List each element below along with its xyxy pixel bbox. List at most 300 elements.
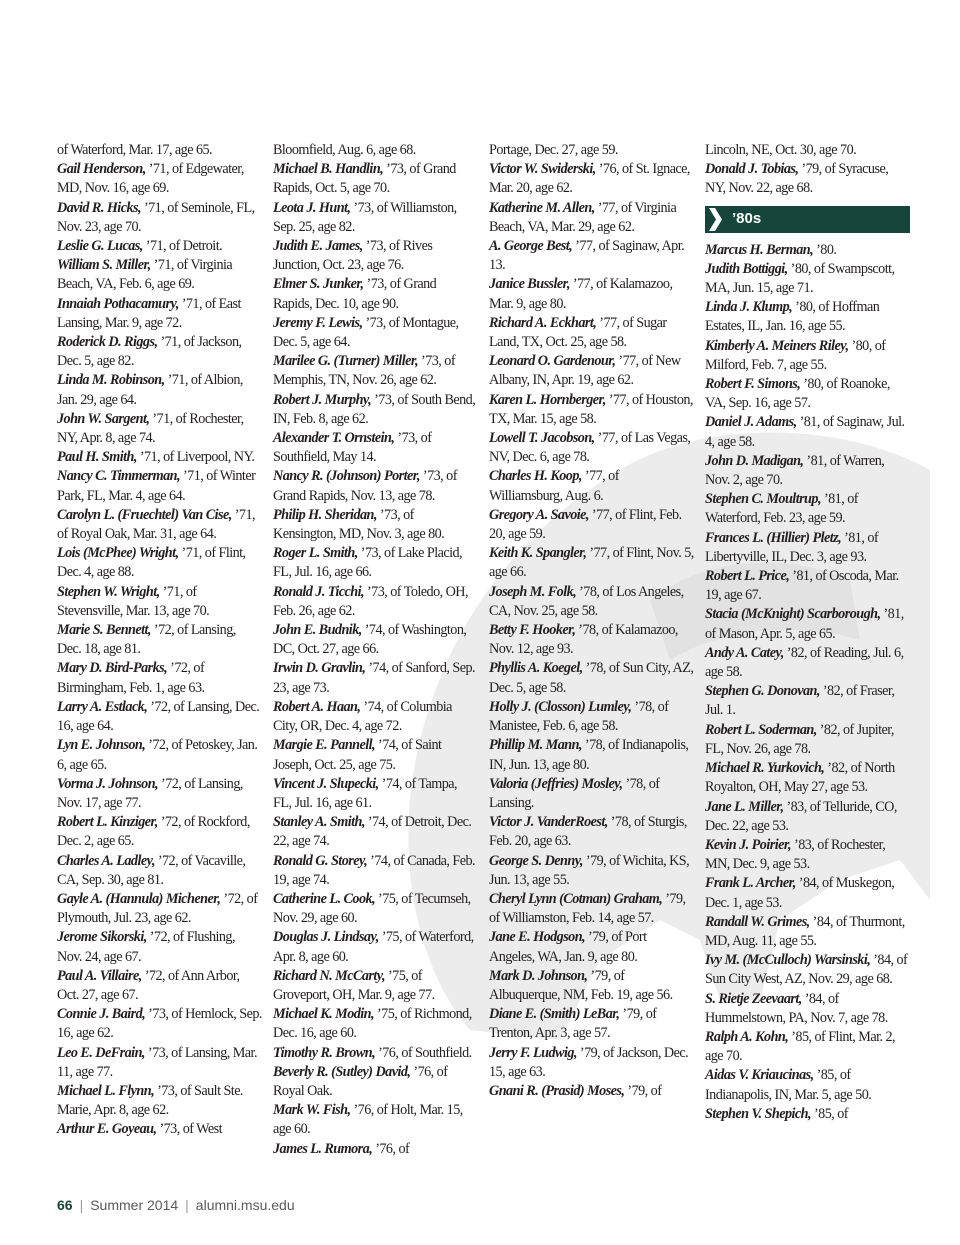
entry-details: ’73, of Grand Rapids, Dec. 10, age 90.	[273, 276, 437, 312]
alumni-name: Charles H. Koop,	[489, 468, 582, 485]
alumni-name: Robert L. Price,	[705, 568, 790, 585]
entry-details: ’73, of Grand Rapids, Nov. 13, age 78.	[273, 468, 457, 504]
obituary-entry	[489, 506, 694, 544]
entry-details: ’81, of Mason, Apr. 5, age 65.	[705, 606, 904, 642]
entry-details: ’82, of Jupiter, FL, Nov. 26, age 78.	[705, 721, 894, 757]
alumni-name: S. Rietje Zeevaart,	[705, 990, 802, 1007]
obituary-entry	[705, 529, 910, 567]
page-number: 66	[57, 1197, 73, 1213]
obituary-entry	[273, 698, 478, 736]
entry-details: ’81, of Oscoda, Mar. 19, age 67.	[705, 568, 899, 604]
alumni-name: Valoria (Jeffries) Mosley,	[489, 775, 623, 792]
obituary-entry	[57, 813, 262, 851]
obituary-entry	[705, 990, 910, 1028]
obituary-entry	[273, 621, 478, 659]
alumni-name: Robert L. Soderman,	[705, 721, 817, 738]
alumni-name: Robert L. Kinziger,	[57, 814, 158, 831]
alumni-name: Gregory A. Savoie,	[489, 506, 589, 523]
obituary-entry	[273, 813, 478, 851]
entry-details: ’72, of Lansing, Dec. 18, age 81.	[57, 622, 236, 658]
entry-details: ’79, of Jackson, Dec. 15, age 63.	[489, 1044, 689, 1080]
alumni-name: Aidas V. Kriaucinas,	[705, 1067, 814, 1084]
obituary-entry	[273, 237, 478, 275]
alumni-name: Catherine L. Cook,	[273, 890, 376, 907]
obituary-entry	[705, 1028, 910, 1066]
entry-details: ’78, of Manistee, Feb. 6, age 58.	[489, 698, 669, 735]
obituary-entry	[57, 659, 262, 697]
obituary-entry	[489, 736, 694, 774]
obituary-entry	[705, 798, 910, 836]
column-3	[489, 141, 694, 1101]
alumni-name: Leo E. DeFrain,	[57, 1044, 145, 1061]
entry-details: ’81, of Waterford, Feb. 23, age 59.	[705, 491, 858, 527]
entry-details: ’78, of Lansing.	[489, 775, 660, 811]
alumni-name: Jane E. Hodgson,	[489, 929, 586, 946]
alumni-name: Frances L. (Hillier) Pletz,	[705, 529, 842, 546]
alumni-name: Vorma J. Johnson,	[57, 775, 159, 792]
obituary-entry	[57, 698, 262, 736]
obituary-entry	[489, 775, 694, 813]
obituary-entry	[273, 544, 478, 582]
alumni-name: Katherine M. Allen,	[489, 199, 595, 216]
chevron-right-icon	[708, 208, 722, 231]
alumni-name: Ronald J. Ticchi,	[273, 583, 365, 600]
entry-details: ’75, of Groveport, OH, Mar. 9, age 77.	[273, 967, 435, 1003]
obituary-entry	[489, 391, 694, 429]
entry-details: ’77, of Williamsburg, Aug. 6.	[489, 468, 619, 504]
obituary-entry	[57, 141, 262, 160]
obituary-entry	[57, 890, 262, 928]
alumni-name: Robert A. Haan,	[273, 698, 361, 715]
alumni-name: Judith E. James,	[273, 238, 363, 255]
obituary-entry	[489, 199, 694, 237]
alumni-name: Stanley A. Smith,	[273, 814, 365, 831]
obituary-entry	[57, 506, 262, 544]
column-1	[57, 141, 262, 1140]
entry-details: ’79, of Trenton, Apr. 3, age 57.	[489, 1006, 657, 1042]
alumni-name: Joseph M. Folk,	[489, 583, 577, 600]
obituary-entry	[273, 890, 478, 928]
alumni-name: Richard N. McCarty,	[273, 967, 385, 984]
alumni-name: Marcus H. Berman,	[705, 241, 814, 258]
entry-details: ’74, of Tampa, FL, Jul. 16, age 61.	[273, 775, 458, 811]
obituary-entry	[705, 413, 910, 451]
entry-details: ’79, of Port Angeles, WA, Jan. 9, age 80.	[489, 929, 647, 965]
obituary-entry	[705, 644, 910, 682]
entry-details: ’71, of Jackson, Dec. 5, age 82.	[57, 334, 242, 370]
obituary-entry	[705, 913, 910, 951]
entry-details: ’80, of Milford, Feb. 7, age 55.	[705, 337, 886, 373]
alumni-name: Philip H. Sheridan,	[273, 506, 377, 523]
entry-details: ’71, of Detroit.	[142, 238, 223, 255]
entry-details: ’76, of	[372, 1140, 410, 1157]
entry-details: ’74, of Columbia City, OR, Dec. 4, age 72.	[273, 698, 452, 735]
obituary-entry	[273, 391, 478, 429]
decade-heading	[705, 206, 910, 233]
entry-details: of Waterford, Mar. 17, age 65.	[57, 142, 213, 158]
alumni-name: Jeremy F. Lewis,	[273, 314, 363, 331]
entry-details: ’73, of Lansing, Mar. 11, age 77.	[57, 1044, 257, 1080]
obituary-entry	[57, 199, 262, 237]
alumni-name: Victor J. VanderRoest,	[489, 814, 608, 831]
entry-details: ’77, of Las Vegas, NV, Dec. 6, age 78.	[489, 430, 691, 466]
alumni-name: Stephen V. Shepich,	[705, 1105, 811, 1122]
obituary-entry	[273, 775, 478, 813]
obituary-entry	[489, 1082, 694, 1101]
entry-details: ’73, of Toledo, OH, Feb. 26, age 62.	[273, 583, 469, 619]
entry-details: ’77, of Flint, Nov. 5, age 66.	[489, 545, 694, 581]
entry-details: ’73, of Rives Junction, Oct. 23, age 76.	[273, 238, 433, 274]
obituary-entry	[273, 583, 478, 621]
entry-details: ’73, of Hemlock, Sep. 16, age 62.	[57, 1006, 262, 1042]
entry-details: ’77, of Saginaw, Apr. 13.	[489, 238, 685, 274]
alumni-name: Mark D. Johnson,	[489, 967, 588, 984]
entry-details: ’84, of Hummelstown, PA, Nov. 7, age 78.	[705, 990, 888, 1026]
obituary-entry	[273, 1005, 478, 1043]
obituary-entry	[705, 260, 910, 298]
alumni-name: Nancy C. Timmerman,	[57, 468, 181, 485]
obituary-entry	[273, 506, 478, 544]
entry-details: ’75, of Tecumseh, Nov. 29, age 60.	[273, 890, 471, 927]
entry-details: ’72, of Plymouth, Jul. 23, age 62.	[57, 890, 258, 927]
obituary-entry	[705, 337, 910, 375]
alumni-name: Roderick D. Riggs,	[57, 334, 158, 351]
alumni-name: Elmer S. Junker,	[273, 276, 364, 293]
obituary-entry	[705, 1105, 910, 1124]
alumni-name: Nancy R. (Johnson) Porter,	[273, 468, 420, 485]
alumni-name: Linda J. Klump,	[705, 299, 793, 316]
alumni-name: Linda M. Robinson,	[57, 372, 165, 389]
alumni-name: Victor W. Swiderski,	[489, 161, 596, 178]
obituary-entry	[57, 1120, 262, 1139]
entry-details: ’71, of East Lansing, Mar. 9, age 72.	[57, 295, 241, 331]
alumni-name: Ronald G. Storey,	[273, 852, 368, 869]
issue-label: Summer 2014	[90, 1197, 179, 1213]
obituary-entry	[489, 467, 694, 505]
alumni-name: Innaiah Pothacamury,	[57, 295, 179, 312]
column-2	[273, 141, 478, 1159]
alumni-name: Janice Bussler,	[489, 276, 570, 293]
alumni-name: John E. Budnik,	[273, 622, 362, 639]
obituary-entry	[705, 951, 910, 989]
obituary-entry	[705, 375, 910, 413]
obituary-entry	[705, 490, 910, 528]
site-link[interactable]: alumni.msu.edu	[195, 1197, 295, 1213]
alumni-name: Randall W. Grimes,	[705, 913, 810, 930]
obituary-entry	[57, 295, 262, 333]
alumni-name: David R. Hicks,	[57, 199, 141, 216]
obituary-entry	[57, 583, 262, 621]
entry-details: ’72, of Rockford, Dec. 2, age 65.	[57, 814, 250, 850]
entry-details: ’81, of Warren, Nov. 2, age 70.	[705, 452, 885, 489]
entry-details: ’77, of Kalamazoo, Mar. 9, age 80.	[489, 276, 673, 312]
obituary-entry	[705, 452, 910, 490]
alumni-name: Richard A. Eckhart,	[489, 314, 597, 331]
obituary-entry	[57, 852, 262, 890]
entry-details: ’75, of Waterford, Apr. 8, age 60.	[273, 929, 474, 965]
obituary-entry	[273, 1063, 478, 1101]
obituary-entry	[57, 467, 262, 505]
column-4-before	[705, 141, 910, 199]
alumni-name: John W. Sargent,	[57, 410, 150, 427]
entry-details: ’83, of Rochester, MN, Dec. 9, age 53.	[705, 836, 886, 873]
entry-details: ’73, of West	[156, 1121, 222, 1138]
alumni-name: Alexander T. Ornstein,	[273, 430, 395, 447]
alumni-name: Michael B. Handlin,	[273, 161, 384, 178]
obituary-entry	[489, 314, 694, 352]
obituary-entry	[489, 275, 694, 313]
alumni-name: Phillip M. Mann,	[489, 737, 582, 754]
alumni-name: Jerome Sikorski,	[57, 929, 147, 946]
alumni-name: Roger L. Smith,	[273, 545, 358, 562]
obituary-columns	[57, 141, 917, 1181]
entry-details: ’80.	[813, 241, 837, 258]
obituary-entry	[273, 1140, 478, 1159]
alumni-name: Daniel J. Adams,	[705, 414, 797, 431]
alumni-name: Mary D. Bird-Parks,	[57, 660, 168, 677]
obituary-entry	[57, 928, 262, 966]
alumni-name: Timothy R. Brown,	[273, 1044, 376, 1061]
alumni-name: Jerry F. Ludwig,	[489, 1044, 577, 1061]
alumni-name: Mark W. Fish,	[273, 1102, 351, 1119]
entry-details: ’71, of Liverpool, NY.	[136, 449, 255, 466]
alumni-name: Jane L. Miller,	[705, 798, 784, 815]
obituary-entry	[57, 736, 262, 774]
entry-details: ’71, of Winter Park, FL, Mar. 4, age 64.	[57, 468, 256, 504]
alumni-name: Andy A. Catey,	[705, 644, 784, 661]
obituary-entry	[489, 1005, 694, 1043]
alumni-name: Kimberly A. Meiners Riley,	[705, 337, 849, 354]
entry-details: ’81, of Saginaw, Jul. 4, age 58.	[705, 414, 905, 450]
entry-details: ’85, of Indianapolis, IN, Mar. 5, age 50.	[705, 1067, 872, 1103]
obituary-entry	[489, 352, 694, 390]
entry-details: ’76, of Holt, Mar. 15, age 60.	[273, 1102, 463, 1138]
obituary-entry	[57, 237, 262, 256]
alumni-name: Lois (McPhee) Wright,	[57, 545, 179, 562]
obituary-entry	[489, 967, 694, 1005]
entry-details: ’72, of Petoskey, Jan. 6, age 65.	[57, 737, 258, 773]
obituary-entry	[273, 160, 478, 198]
alumni-name: Ivy M. (McCulloch) Warsinski,	[705, 952, 871, 969]
obituary-entry	[489, 237, 694, 275]
entry-details: ’75, of Richmond, Dec. 16, age 60.	[273, 1006, 472, 1042]
entry-details: ’74, of Washington, DC, Oct. 27, age 66.	[273, 622, 467, 658]
entry-details: ’71, of Albion, Jan. 29, age 64.	[57, 372, 243, 408]
alumni-name: Paul A. Villaire,	[57, 967, 142, 984]
alumni-name: Leota J. Hunt,	[273, 199, 351, 216]
entry-details: ’73, of Southfield, May 14.	[273, 430, 432, 466]
alumni-name: Michael R. Yurkovich,	[705, 760, 825, 777]
obituary-entry	[705, 605, 910, 643]
entry-details: ’85, of Flint, Mar. 2, age 70.	[705, 1028, 896, 1065]
obituary-entry	[57, 544, 262, 582]
alumni-name: George S. Denny,	[489, 852, 583, 869]
alumni-name: Stacia (McKnight) Scarborough,	[705, 606, 881, 623]
obituary-entry	[705, 682, 910, 720]
alumni-name: Stephen W. Wright,	[57, 583, 160, 600]
obituary-entry	[489, 429, 694, 467]
alumni-name: Kevin J. Poirier,	[705, 836, 792, 853]
alumni-name: Leonard O. Gardenour,	[489, 353, 616, 370]
entry-details: Portage, Dec. 27, age 59.	[489, 142, 618, 158]
obituary-entry	[489, 928, 694, 966]
entry-details: ’77, of Sugar Land, TX, Oct. 25, age 58.	[489, 314, 667, 351]
obituary-entry	[705, 721, 910, 759]
decade-heading-text: ’80s	[732, 209, 762, 227]
entry-details: ’84, of Thurmont, MD, Aug. 11, age 55.	[705, 913, 905, 949]
entry-details: ’82, of Fraser, Jul. 1.	[705, 683, 895, 719]
entry-details: ’80, of Hoffman Estates, IL, Jan. 16, age 55.	[705, 299, 880, 335]
alumni-name: Paul H. Smith,	[57, 449, 137, 466]
obituary-entry	[489, 852, 694, 890]
alumni-name: Gail Henderson,	[57, 161, 146, 178]
entry-details: ’72, of Birmingham, Feb. 1, age 63.	[57, 660, 205, 696]
entry-details: ’78, of Kalamazoo, Nov. 12, age 93.	[489, 622, 678, 658]
obituary-entry	[705, 836, 910, 874]
obituary-entry	[489, 1044, 694, 1082]
entry-details: ’73, of Montague, Dec. 5, age 64.	[273, 314, 459, 351]
obituary-entry	[57, 448, 262, 467]
obituary-entry	[57, 1044, 262, 1082]
alumni-name: A. George Best,	[489, 238, 573, 255]
obituary-entry	[489, 544, 694, 582]
alumni-name: Judith Bottiggi,	[705, 260, 788, 277]
obituary-entry	[57, 410, 262, 448]
obituary-entry	[273, 967, 478, 1005]
column-4-after	[705, 241, 910, 1124]
alumni-name: Betty F. Hooker,	[489, 622, 576, 639]
obituary-entry	[489, 698, 694, 736]
entry-details: ’72, of Lansing, Nov. 17, age 77.	[57, 775, 243, 811]
obituary-entry	[273, 352, 478, 390]
column-4	[705, 141, 910, 1124]
alumni-name: Robert F. Simons,	[705, 376, 801, 393]
obituary-entry	[57, 1082, 262, 1120]
alumni-name: Holly J. (Closson) Lumley,	[489, 698, 632, 715]
alumni-name: Frank L. Archer,	[705, 875, 796, 892]
alumni-name: John D. Madigan,	[705, 452, 804, 469]
alumni-name: Michael K. Modin,	[273, 1006, 375, 1023]
entry-details: ’73, of Grand Rapids, Oct. 5, age 70.	[273, 161, 456, 197]
obituary-entry	[489, 583, 694, 621]
alumni-name: James L. Rumora,	[273, 1140, 373, 1157]
obituary-entry	[273, 928, 478, 966]
entry-details: ’78, of Sun City, AZ, Dec. 5, age 58.	[489, 660, 694, 696]
obituary-entry	[273, 659, 478, 697]
alumni-name: Lyn E. Johnson,	[57, 737, 146, 754]
obituary-entry	[57, 333, 262, 371]
obituary-entry	[273, 314, 478, 352]
obituary-entry	[489, 890, 694, 928]
entry-details: ’72, of Vacaville, CA, Sep. 30, age 81.	[57, 852, 246, 888]
entry-details: ’73, of Kensington, MD, Nov. 3, age 80.	[273, 506, 445, 543]
alumni-name: Cheryl Lynn (Cotman) Graham,	[489, 890, 663, 907]
entry-details: ’71, of Virginia Beach, VA, Feb. 6, age 69.	[57, 257, 233, 293]
alumni-name: Leslie G. Lucas,	[57, 238, 143, 255]
obituary-entry	[705, 298, 910, 336]
entry-details: Lincoln, NE, Oct. 30, age 70.	[705, 142, 857, 158]
obituary-entry	[273, 141, 478, 160]
footer-separator: |	[185, 1197, 189, 1213]
entry-details: ’73, of Lake Placid, FL, Jul. 16, age 66.	[273, 545, 463, 581]
alumni-name: Gayle A. (Hannula) Michener,	[57, 890, 221, 907]
entry-details: ’72, of Flushing, Nov. 24, age 67.	[57, 929, 235, 965]
alumni-name: Marilee G. (Turner) Miller,	[273, 353, 419, 370]
entry-details: ’73, of South Bend, IN, Feb. 8, age 62.	[273, 391, 476, 427]
obituary-entry	[705, 567, 910, 605]
obituary-entry	[57, 967, 262, 1005]
entry-details: ’78, of Indianapolis, IN, Jun. 13, age 80.	[489, 737, 689, 773]
entry-details: ’79, of Albuquerque, NM, Feb. 19, age 56.	[489, 967, 673, 1003]
alumni-name: Lowell T. Jacobson,	[489, 430, 595, 447]
alumni-name: Larry A. Estlack,	[57, 698, 148, 715]
alumni-name: Gnani R. (Prasid) Moses,	[489, 1082, 625, 1099]
alumni-name: Margie E. Pannell,	[273, 737, 376, 754]
alumni-name: Beverly R. (Sutley) David,	[273, 1063, 411, 1080]
entry-details: ’77, of Virginia Beach, VA, Mar. 29, age 62.	[489, 199, 677, 235]
alumni-name: Connie J. Baird,	[57, 1006, 146, 1023]
entry-details: ’74, of Saint Joseph, Oct. 25, age 75.	[273, 737, 442, 773]
entry-details: ’73, of Williamston, Sep. 25, age 82.	[273, 199, 457, 235]
alumni-name: Carolyn L. (Fruechtel) Van Cise,	[57, 506, 232, 523]
entry-details: ’71, of Seminole, FL, Nov. 23, age 70.	[57, 199, 255, 235]
footer-separator: |	[79, 1197, 84, 1213]
obituary-entry	[273, 429, 478, 467]
entry-details: ’71, of Stevensville, Mar. 13, age 70.	[57, 583, 210, 619]
obituary-entry	[489, 141, 694, 160]
obituary-entry	[489, 160, 694, 198]
entry-details: ’79, of Williamston, Feb. 14, age 57.	[489, 890, 686, 927]
obituary-entry	[489, 813, 694, 851]
obituary-entry	[705, 1066, 910, 1104]
entry-details: ’79, of Syracuse, NY, Nov. 22, age 68.	[705, 161, 889, 197]
alumni-name: Keith K. Spangler,	[489, 545, 587, 562]
entry-details: ’73, of Memphis, TN, Nov. 26, age 62.	[273, 353, 456, 389]
obituary-entry	[273, 199, 478, 237]
entry-details: ’84, of Muskegon, Dec. 1, age 53.	[705, 875, 895, 911]
obituary-entry	[705, 241, 910, 260]
entry-details: ’83, of Telluride, CO, Dec. 22, age 53.	[705, 798, 897, 834]
obituary-entry	[489, 659, 694, 697]
alumni-name: William S. Miller,	[57, 257, 151, 274]
entry-details: ’71, of Flint, Dec. 4, age 88.	[57, 545, 246, 581]
entry-details: ’80, of Roanoke, VA, Sep. 16, age 57.	[705, 376, 890, 412]
obituary-entry	[273, 736, 478, 774]
entry-details: ’71, of Rochester, NY, Apr. 8, age 74.	[57, 410, 244, 447]
alumni-name: Stephen C. Moultrup,	[705, 491, 821, 508]
obituary-entry	[273, 1101, 478, 1139]
obituary-entry	[705, 160, 910, 198]
entry-details: ’76, of Southfield.	[375, 1044, 472, 1061]
alumni-name: Vincent J. Slupecki,	[273, 775, 379, 792]
entry-details: ’76, of St. Ignace, Mar. 20, age 62.	[489, 161, 690, 197]
entry-details: ’78, of Los Angeles, CA, Nov. 25, age 58.	[489, 583, 684, 619]
alumni-name: Charles A. Ladley,	[57, 852, 155, 869]
obituary-entry	[273, 852, 478, 890]
entry-details: ’77, of New Albany, IN, Apr. 19, age 62.	[489, 353, 681, 389]
alumni-name: Karen L. Hornberger,	[489, 391, 606, 408]
entry-details: ’71, of Edgewater, MD, Nov. 16, age 69.	[57, 161, 244, 197]
obituary-entry	[57, 775, 262, 813]
obituary-entry	[57, 160, 262, 198]
entry-details: ’80, of Swampscott, MA, Jun. 15, age 71.	[705, 260, 895, 297]
entry-details: ’76, of Royal Oak.	[273, 1063, 448, 1099]
alumni-name: Irwin D. Gravlin,	[273, 660, 366, 677]
page-footer	[57, 1197, 295, 1213]
obituary-entry	[273, 467, 478, 505]
entry-details: ’85, of	[810, 1105, 848, 1122]
entry-details: Bloomfield, Aug. 6, age 68.	[273, 142, 416, 158]
